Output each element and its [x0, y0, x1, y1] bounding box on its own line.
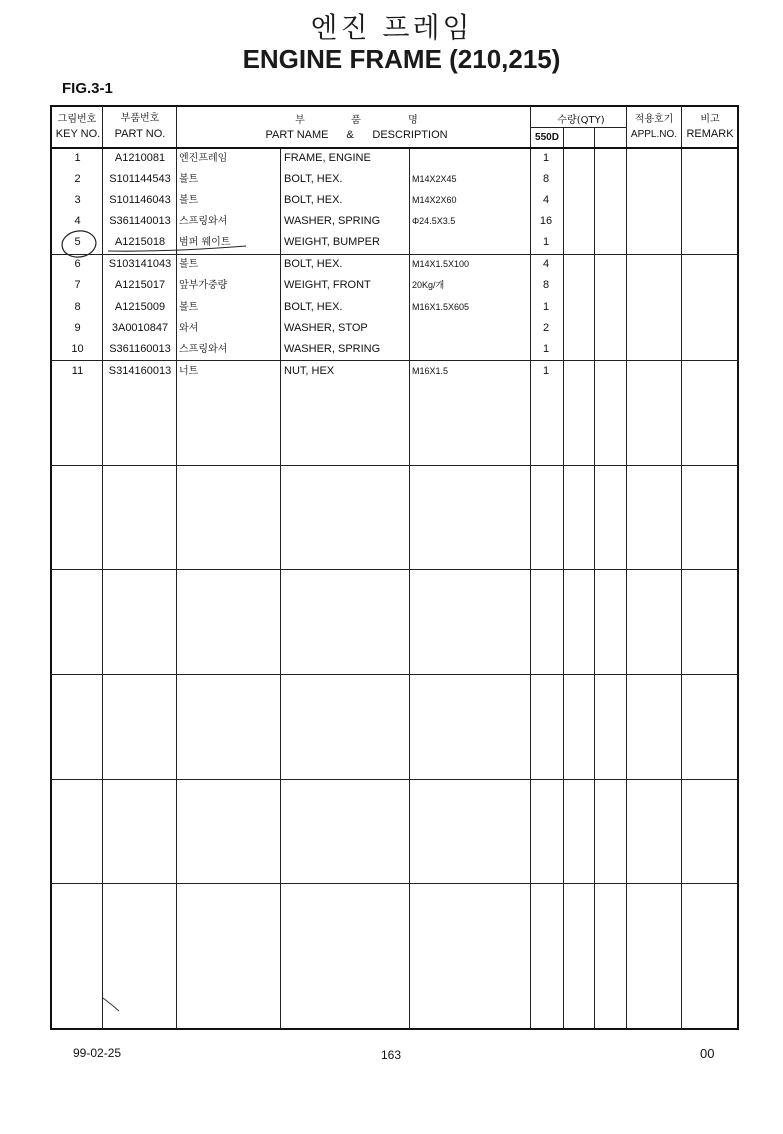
- header-desc-en-1: PART NAME: [265, 129, 329, 141]
- spec-cell: M16X1.5X605: [412, 302, 470, 312]
- key-no-cell: 3: [74, 194, 81, 206]
- part-name-en-cell: BOLT, HEX.: [284, 258, 343, 270]
- header-desc-ko-1: 부: [295, 115, 305, 126]
- qty-cell: 1: [542, 152, 550, 164]
- part-no-cell: S361160013: [109, 343, 171, 355]
- header-qty: 수량(QTY): [557, 115, 605, 126]
- qty-cell: 1: [542, 365, 550, 377]
- qty-cell: 1: [542, 343, 550, 355]
- part-name-en-cell: BOLT, HEX.: [284, 301, 343, 313]
- qty-cell: 8: [542, 173, 550, 185]
- part-name-en-cell: WASHER, STOP: [284, 322, 368, 334]
- part-no-cell: S314160013: [108, 365, 172, 377]
- header-remark-en: REMARK: [686, 128, 734, 140]
- key-no-cell: 11: [71, 365, 84, 377]
- key-no-cell: 5: [74, 236, 81, 248]
- title-english: ENGINE FRAME (210,215): [242, 44, 561, 74]
- key-no-cell: 10: [71, 343, 84, 355]
- part-no-cell: A1215009: [114, 301, 166, 313]
- part-name-ko-cell: 스프링와셔: [179, 216, 228, 227]
- key-no-cell: 4: [74, 215, 81, 227]
- part-name-ko-cell: 스프링와셔: [179, 344, 228, 355]
- part-no-cell: S101146043: [109, 194, 171, 206]
- page-number: 163: [381, 1048, 402, 1062]
- figure-label: FIG.3-1: [62, 80, 113, 97]
- key-no-cell: 8: [74, 301, 81, 313]
- header-desc-ko-3: 명: [408, 115, 418, 126]
- spec-cell: Φ24.5X3.5: [412, 216, 456, 226]
- qty-cell: 4: [542, 194, 550, 206]
- part-name-en-cell: NUT, HEX: [284, 365, 335, 377]
- header-key-no-en: KEY NO.: [55, 128, 101, 140]
- part-name-en-cell: BOLT, HEX.: [284, 173, 343, 185]
- part-name-en-cell: WEIGHT, FRONT: [284, 279, 371, 291]
- spec-cell: M14X1.5X100: [412, 259, 470, 269]
- part-no-cell: 3A0010847: [111, 322, 169, 334]
- part-no-cell: A1215018: [114, 236, 166, 248]
- part-name-ko-cell: 앞부가중량: [179, 280, 228, 291]
- part-name-ko-cell: 와셔: [179, 323, 199, 334]
- part-name-ko-cell: 너트: [179, 366, 199, 377]
- footer-date: 99-02-25: [73, 1046, 122, 1060]
- part-name-en-cell: WEIGHT, BUMPER: [284, 236, 380, 248]
- key-no-cell: 7: [74, 279, 81, 291]
- part-name-ko-cell: 볼트: [179, 174, 199, 185]
- part-no-cell: A1215017: [114, 279, 166, 291]
- header-desc-en-2: &: [346, 129, 354, 141]
- qty-cell: 16: [539, 215, 553, 227]
- key-no-cell: 6: [74, 258, 81, 270]
- spec-cell: M14X2X60: [412, 195, 457, 205]
- qty-cell: 2: [542, 322, 550, 334]
- part-name-en-cell: BOLT, HEX.: [284, 194, 343, 206]
- part-no-cell: S101144543: [109, 173, 171, 185]
- part-name-en-cell: FRAME, ENGINE: [284, 152, 371, 164]
- part-name-en-cell: WASHER, SPRING: [284, 215, 381, 227]
- part-no-cell: A1210081: [114, 152, 166, 164]
- handwritten-circle-mark: [60, 229, 97, 259]
- qty-cell: 1: [542, 236, 550, 248]
- footer-revision-code: 00: [700, 1046, 715, 1061]
- qty-cell: 1: [542, 301, 550, 313]
- header-part-no-ko: 부품번호: [120, 113, 160, 124]
- part-name-ko-cell: 볼트: [179, 302, 199, 313]
- title-korean: 엔진 프레임: [310, 11, 473, 44]
- header-appl-en: APPL.NO.: [630, 129, 678, 140]
- qty-cell: 4: [542, 258, 550, 270]
- part-name-ko-cell: 볼트: [179, 259, 199, 270]
- spec-cell: 20Kg/개: [412, 280, 445, 290]
- header-part-no-en: PART NO.: [114, 128, 166, 140]
- spec-cell: M14X2X45: [412, 174, 457, 184]
- key-no-cell: 9: [74, 322, 81, 334]
- part-name-ko-cell: 엔진프레임: [179, 153, 228, 164]
- header-desc-en-3: DESCRIPTION: [372, 129, 448, 141]
- header-remark-ko: 비고: [700, 114, 720, 125]
- header-qty-model: 550D: [535, 132, 559, 143]
- part-name-ko-cell: 볼트: [179, 195, 199, 206]
- key-no-cell: 1: [74, 152, 81, 164]
- header-desc-ko-2: 품: [351, 115, 361, 126]
- part-name-en-cell: WASHER, SPRING: [284, 343, 381, 355]
- qty-cell: 8: [542, 279, 550, 291]
- key-no-cell: 2: [74, 173, 81, 185]
- part-name-ko-cell: 범퍼 웨이트: [179, 237, 231, 248]
- header-appl-ko: 적용호기: [634, 114, 674, 125]
- header-key-no-ko: 그림번호: [57, 114, 97, 125]
- part-no-cell: S361140013: [109, 215, 171, 227]
- pen-stroke-mark: [103, 998, 119, 1011]
- spec-cell: M16X1.5: [412, 366, 449, 376]
- handwritten-underline-mark: [108, 246, 246, 251]
- part-no-cell: S103141043: [108, 258, 172, 270]
